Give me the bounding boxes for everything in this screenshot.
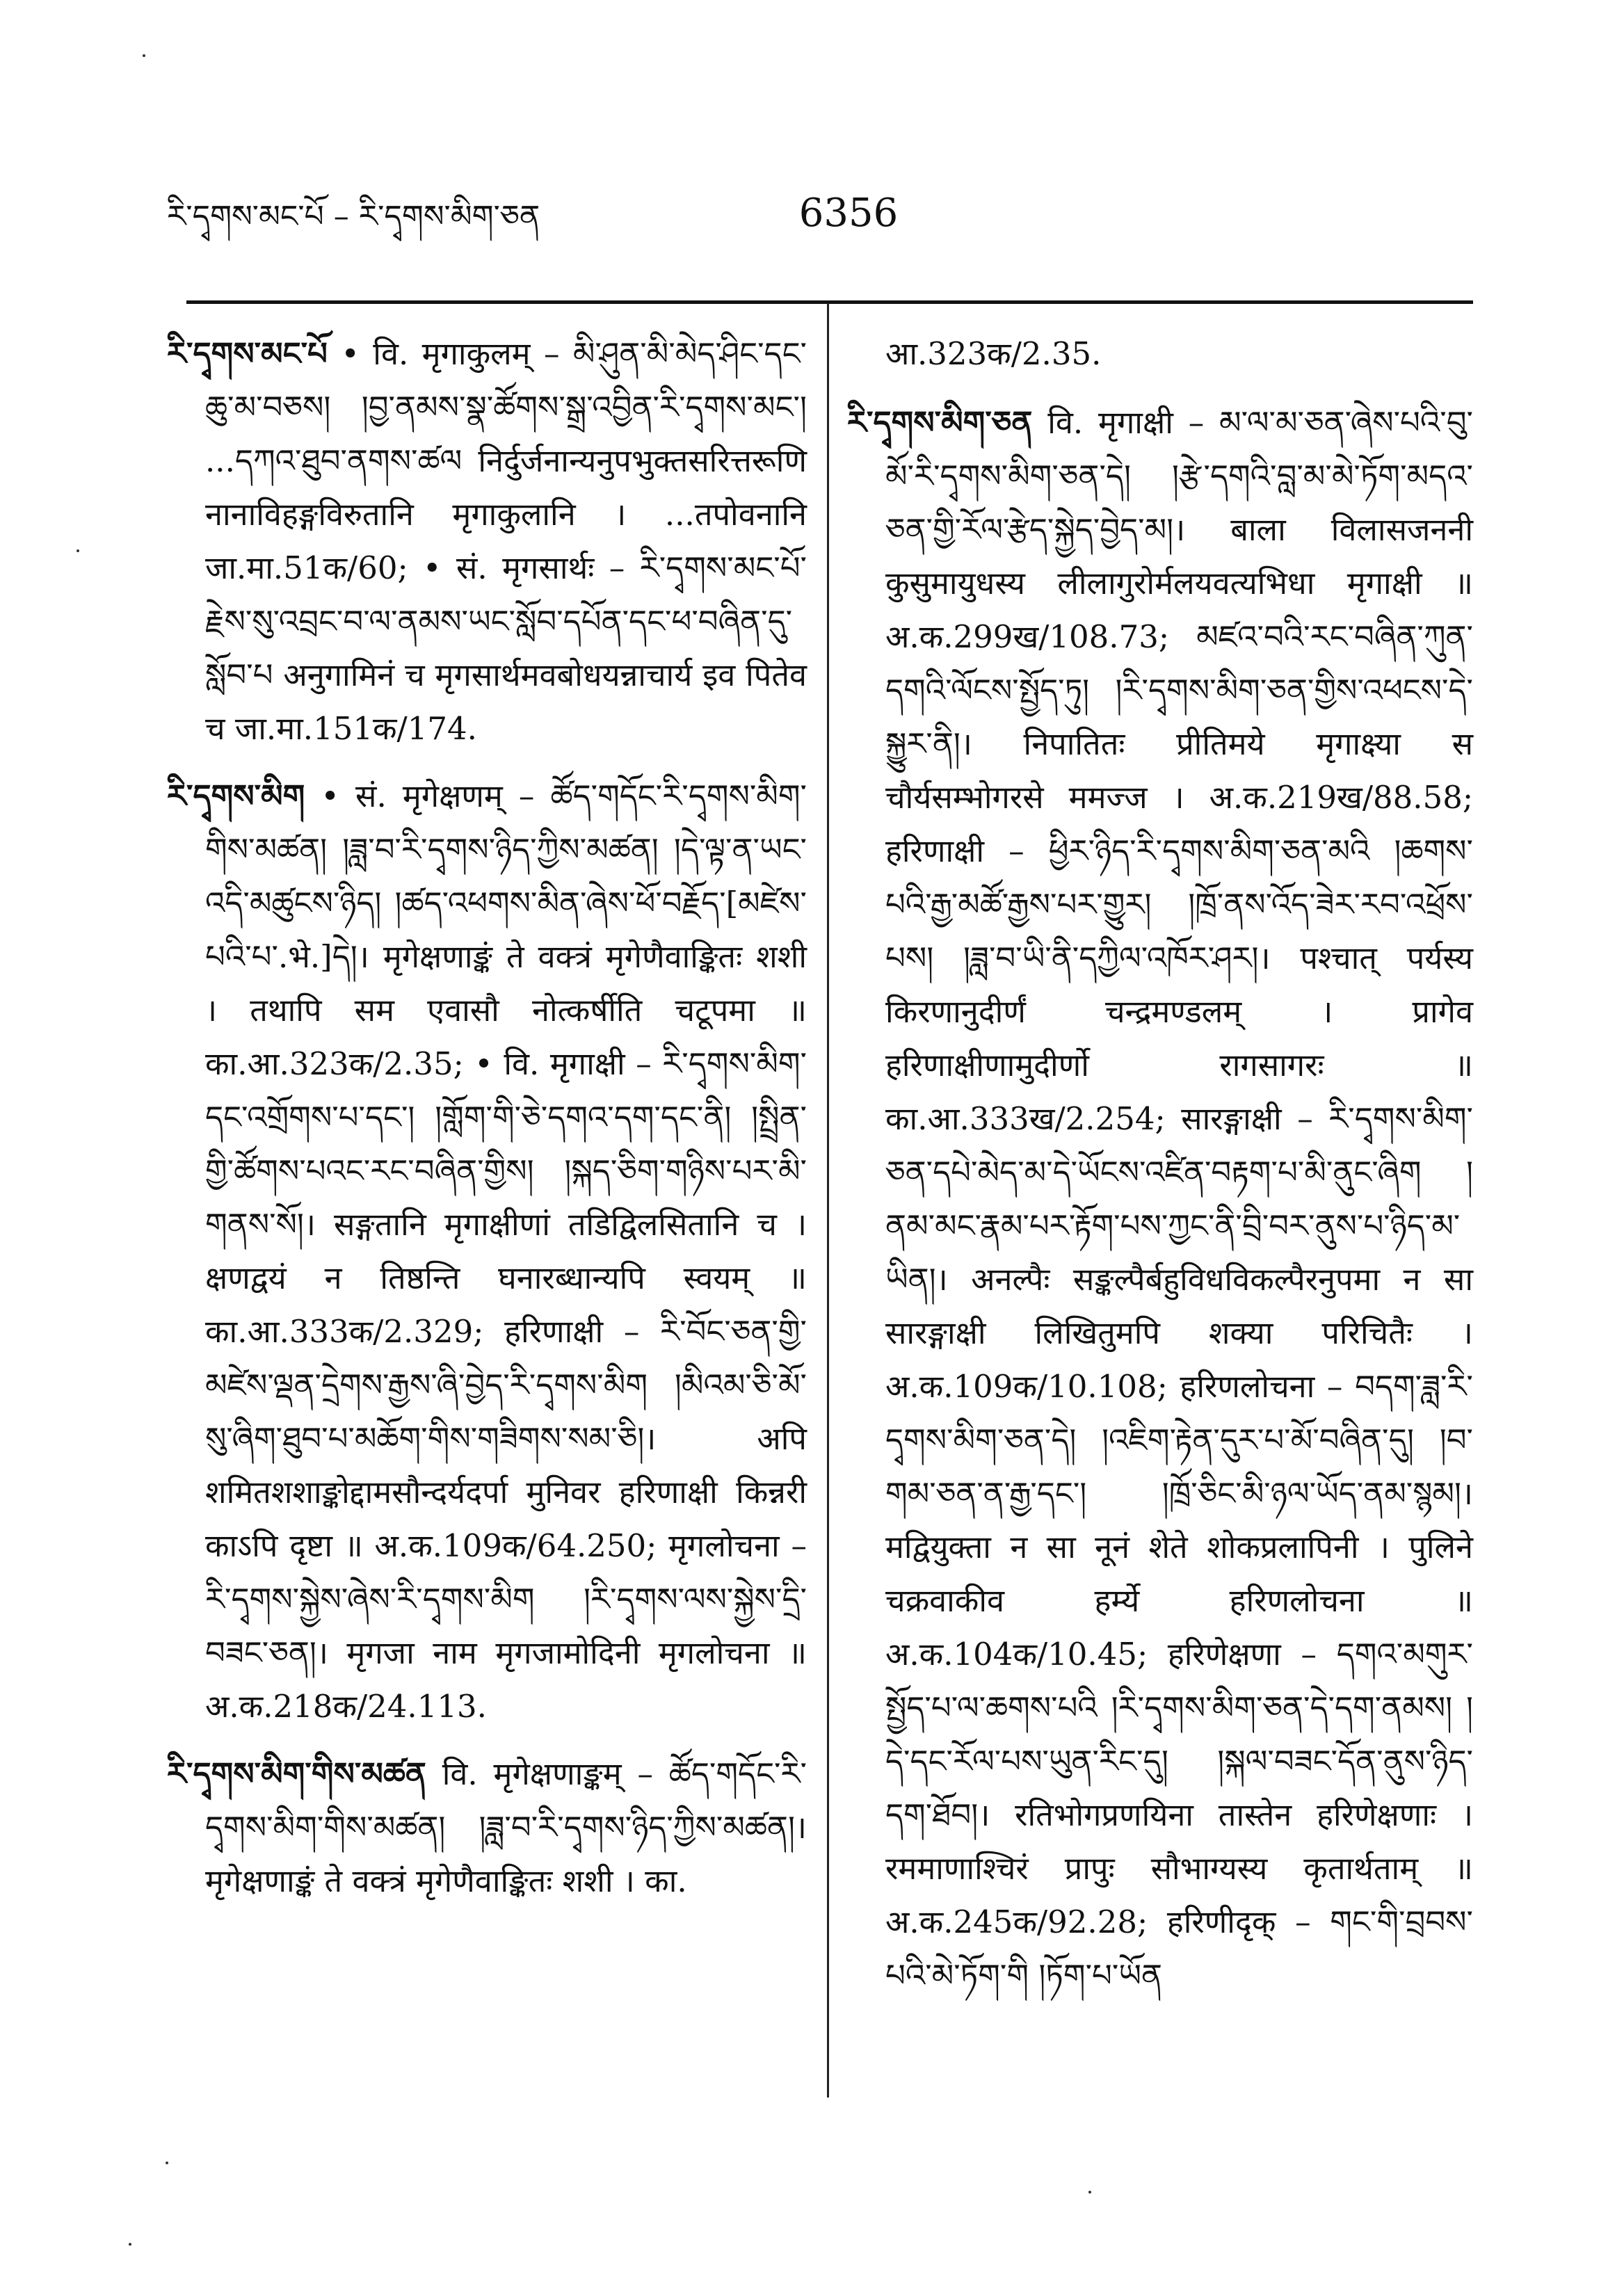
scan-speck <box>129 2243 131 2246</box>
entry-continuation: आ.323क/2.35. <box>885 335 1102 372</box>
entry-body: • वि. मृगाकुलम् – མི་ཤུན་མི་མེད་ཤིང་དང་ཆུ་མ་བཅས། །བྱ་ནམས་སྣ་ཚོགས་སྒྲ་འབྱིན་རི་དྭགས་མང་། ...དཀའ་ཐུབ་ནགས་ཚལ निर्दुर्जनान्यनुपभुक्तसरित्तरूणि नानाविहङ्गविरुतानि मृगाकुलानि । ...तपोवनानि जा.मा.51क/60; • सं. मृगसार्थः – རི་དྭགས་མང་པོ་རྗེས་སུ་འབྲང་བ་ལ་ནམས་ཡང་སློབ་དཔོན་དང་ཕ་བཞིན་དུ་སློབ་པ अनुगामिनं च मृगसार्थमवबोधयन्नाचार्य इव पितेव च जा.मा.151क/174. <box>205 335 807 747</box>
dictionary-entry <box>847 396 1473 2002</box>
dictionary-entry <box>167 769 807 1733</box>
entry-headword: རི་དྭགས་མིག་ཅན <box>847 404 1033 441</box>
scan-speck <box>77 549 79 552</box>
header-rule <box>186 300 1473 304</box>
dictionary-entry <box>167 327 807 755</box>
entry-body: वि. मृगेक्षणाङ्कम् – ཚོད་གདོང་རི་དྭགས་མིག་གིས་མཚན། །ཟླ་བ་རི་དྭགས་ཉིད་ཀྱིས་མཚན།। मृगेक्षणाङ्कं ते वक्त्रं मृगेणैवाङ्कितः शशी । का. <box>205 1755 807 1899</box>
entry-headword: རི་དྭགས་མིག་གིས་མཚན <box>167 1755 426 1792</box>
dictionary-entry <box>167 1747 807 1908</box>
column-divider <box>827 303 829 2098</box>
left-column <box>167 327 807 1922</box>
scan-speck <box>143 54 145 57</box>
right-column <box>847 327 1473 2016</box>
running-header-range: རི་དྭགས་མང་པོ – རི་དྭགས་མིག་ཅན <box>167 199 540 234</box>
entry-body: वि. मृगाक्षी – མ་ལ་མ་ཅན་ཞེས་པའི་བུ་མོ་རི་དྭགས་མིག་ཅན་དེ། །རྩེ་དགའི་བླ་མ་མེ་ཏོག་མདའ་ཅན་གྱི་རོལ་རྩེད་སྐྱེད་བྱེད་མ།। बाला विलासजननी कुसुमायुधस्य लीलागुरोर्मलयवत्यभिधा मृगाक्षी ॥ अ.क.299ख/108.73; མཛའ་བའི་རང་བཞིན་ཀུན་དགའི་ལོངས་སྤྱོད་ཏུ། །རི་དྭགས་མིག་ཅན་གྱིས་འཕངས་དེ་སྐྱུར་ནི།। निपातितः प्रीतिमये मृगाक्ष्या स चौर्यसम्भोगरसे ममज्ज । अ.क.219ख/88.58; हरिणाक्षी – ཕྱིར་ཉིད་རི་དྭགས་མིག་ཅན་མའི །ཆགས་པའི་རྒྱ་མཚོ་རྒྱས་པར་གྱུར། །ཁྲོ་ནས་འོད་ཟེར་རབ་འཕྲོས་པས། །ཟླ་བ་ཡི་ནི་དཀྱིལ་འཁོར་ཤར།। पश्चात् पर्यस्य किरणानुदीर्णं चन्द्रमण्डलम् । प्रागेव हरिणाक्षीणामुदीर्णो रागसागरः ॥ का.आ.333ख/2.254; सारङ्गाक्षी – རི་དྭགས་མིག་ཅན་དཔེ་མེད་མ་དེ་ཡོངས་འཛིན་བརྟག་པ་མི་ནུང་ཞིག །ནམ་མང་རྣམ་པར་རྟོག་པས་ཀྱང་ནི་བྲི་བར་ནུས་པ་ཉིད་མ་ཡིན།। अनल्पैः सङ्कल्पैर्बहुविधविकल्पैरनुपमा न सा सारङ्गाक्षी लिखितुमपि शक्या परिचितैः । अ.क.109क/10.108; हरिणलोचना – བདག་ཟླ་རི་དྭགས་མིག་ཅན་དེ། །འཇིག་རྟེན་དུར་པ་མོ་བཞིན་དུ། །བ་གམ་ཅན་ན་རྒྱ་དང་། །ཁྲོ་ཅིང་མི་ཉལ་ཡོད་ནམ་སྙམ།। मद्वियुक्ता न सा नूनं शेते शोकप्रलापिनी । पुलिने चक्रवाकीव हर्म्ये हरिणलोचना ॥ अ.क.104क/10.45; हरिणेक्षणा – དགའ་མགུར་སྤྱོད་པ་ལ་ཆགས་པའི །རི་དྭགས་མིག་ཅན་དེ་དག་ནམས། །དེ་དང་རོལ་པས་ཡུན་རིང་དུ། །སྐལ་བཟང་དོན་ནུས་ཉིད་དག་ཐོབ།। रतिभोगप्रणयिना तास्तेन हरिणेक्षणाः । रममाणाश्चिरं प्रापुः सौभाग्यस्य कृतार्थताम् ॥ अ.क.245क/92.28; हरिणीदृक् – གང་གི་བྲབས་པའི་མེ་ཏོག་གི །ཏོག་པ་ཡོན <box>885 404 1473 1994</box>
entry-body: • सं. मृगेक्षणम् – ཚོད་གདོང་རི་དྭགས་མིག་གིས་མཚན། །ཟླ་བ་རི་དྭགས་ཉིད་ཀྱིས་མཚན། །དེ་ལྟ་ན་ཡང་འདི་མཚུངས་ཉིད། །ཚད་འཕགས་མིན་ཞེས་ཕོ་བརྗོད་[མཛེས་པའི་པ་.भे.]དེ།। मृगेक्षणाङ्कं ते वक्त्रं मृगेणैवाङ्कितः शशी । तथापि सम एवासौ नोत्कर्षीति चटूपमा ॥ का.आ.323क/2.35; • वि. मृगाक्षी – རི་དྭགས་མིག་དང་འགྲོགས་པ་དང་། །གློག་གི་ཅེ་དགའ་དག་དང་ནི། །སྤྲིན་གྱི་ཚོགས་པའང་རང་བཞིན་གྱིས། །སྐད་ཅིག་གཉིས་པར་མི་གནས་སོ།। सङ्गतानि मृगाक्षीणां तडिद्विलसितानि च । क्षणद्वयं न तिष्ठन्ति घनारब्धान्यपि स्वयम् ॥ का.आ.333क/2.329; हरिणाक्षी – རི་བོང་ཅན་གྱི་མཛེས་ལྡན་དྲེགས་རྒྱས་ཞི་བྱེད་རི་དྭགས་མིག །མིའམ་ཅི་མོ་སུ་ཞིག་ཐུབ་པ་མཆོག་གིས་གཟིགས་སམ་ཅི།। अपि शमितशशाङ्कोद्दामसौन्दर्यदर्पा मुनिवर हरिणाक्षी किन्नरी काऽपि दृष्टा ॥ अ.क.109क/64.250; मृगलोचना – རི་དྭགས་སྐྱེས་ཞེས་རི་དྭགས་མིག །རི་དྭགས་ལས་སྐྱེས་དྲི་བཟང་ཅན།। मृगजा नाम मृगजामोदिनी मृगलोचना ॥ अ.क.218क/24.113. <box>205 778 807 1725</box>
entry-headword: རི་དྭགས་མིག <box>167 778 305 814</box>
entry-headword: རི་དྭགས་མང་པོ <box>167 335 328 372</box>
page-number: 6356 <box>798 191 899 236</box>
scan-speck <box>166 2162 168 2164</box>
scan-speck <box>1088 2191 1091 2194</box>
